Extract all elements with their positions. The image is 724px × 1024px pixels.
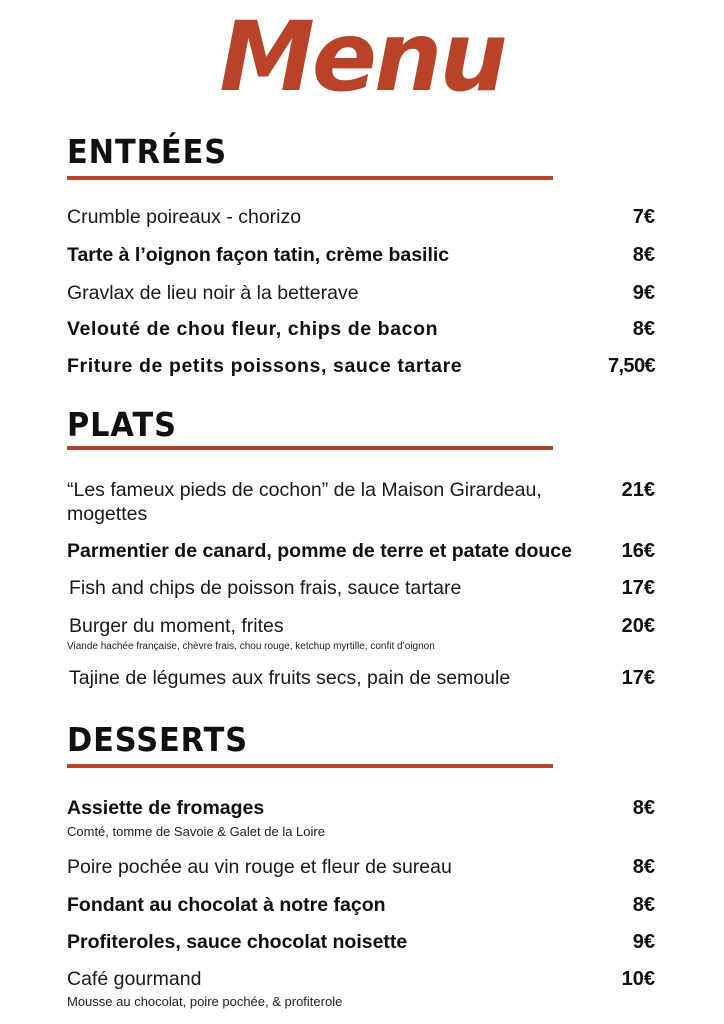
item-name: Burger du moment, frites xyxy=(69,615,284,637)
section-divider-entrees xyxy=(67,176,553,180)
item-price: 8€ xyxy=(632,856,655,878)
item-price: 7€ xyxy=(632,206,655,228)
item-price: 8€ xyxy=(632,797,655,819)
section-title-plats: PLATS xyxy=(67,405,177,444)
item-price: 9€ xyxy=(632,282,655,304)
section-divider-plats xyxy=(67,446,553,450)
item-price: 21€ xyxy=(621,479,655,501)
item-name: Parmentier de canard, pomme de terre et patate douce xyxy=(67,540,573,562)
item-name: Velouté de chou fleur, chips de bacon xyxy=(67,318,439,340)
item-name: Crumble poireaux - chorizo xyxy=(67,206,302,228)
item-price: 7,50€ xyxy=(607,355,655,377)
item-name: Fondant au chocolat à notre façon xyxy=(67,894,386,916)
section-divider-desserts xyxy=(67,764,553,768)
item-name: Profiteroles, sauce chocolat noisette xyxy=(67,931,408,953)
item-name: Tarte à l’oignon façon tatin, crème basilic xyxy=(67,244,450,266)
section-title-entrees: ENTRÉES xyxy=(67,132,228,171)
item-price: 20€ xyxy=(621,615,655,637)
item-price: 17€ xyxy=(621,667,655,689)
item-name: “Les fameux pieds de cochon” de la Maison Girardeau, mogettes xyxy=(67,479,542,525)
menu-title-logo: Menu xyxy=(219,1,505,113)
item-name: Assiette de fromages xyxy=(67,797,265,819)
section-title-desserts: DESSERTS xyxy=(67,720,249,759)
item-price: 8€ xyxy=(632,894,655,916)
item-price: 16€ xyxy=(621,540,655,562)
item-name: Gravlax de lieu noir à la betterave xyxy=(67,282,359,304)
item-name: Fish and chips de poisson frais, sauce tartare xyxy=(69,577,462,599)
item-name: Friture de petits poissons, sauce tartare xyxy=(67,355,463,377)
item-price: 9€ xyxy=(632,931,655,953)
item-price: 8€ xyxy=(632,244,655,266)
item-description: Comté, tomme de Savoie & Galet de la Loire xyxy=(67,824,325,839)
item-price: 10€ xyxy=(621,968,655,990)
item-price: 17€ xyxy=(621,577,655,599)
item-description: Mousse au chocolat, poire pochée, & profiterole xyxy=(67,994,343,1009)
item-description: Viande hachée française, chèvre frais, chou rouge, ketchup myrtille, confit d’oignon xyxy=(67,641,435,652)
item-name: Tajine de légumes aux fruits secs, pain de semoule xyxy=(69,667,511,689)
item-name: Café gourmand xyxy=(67,968,202,990)
item-name: Poire pochée au vin rouge et fleur de sureau xyxy=(67,856,452,878)
item-price: 8€ xyxy=(632,318,655,340)
